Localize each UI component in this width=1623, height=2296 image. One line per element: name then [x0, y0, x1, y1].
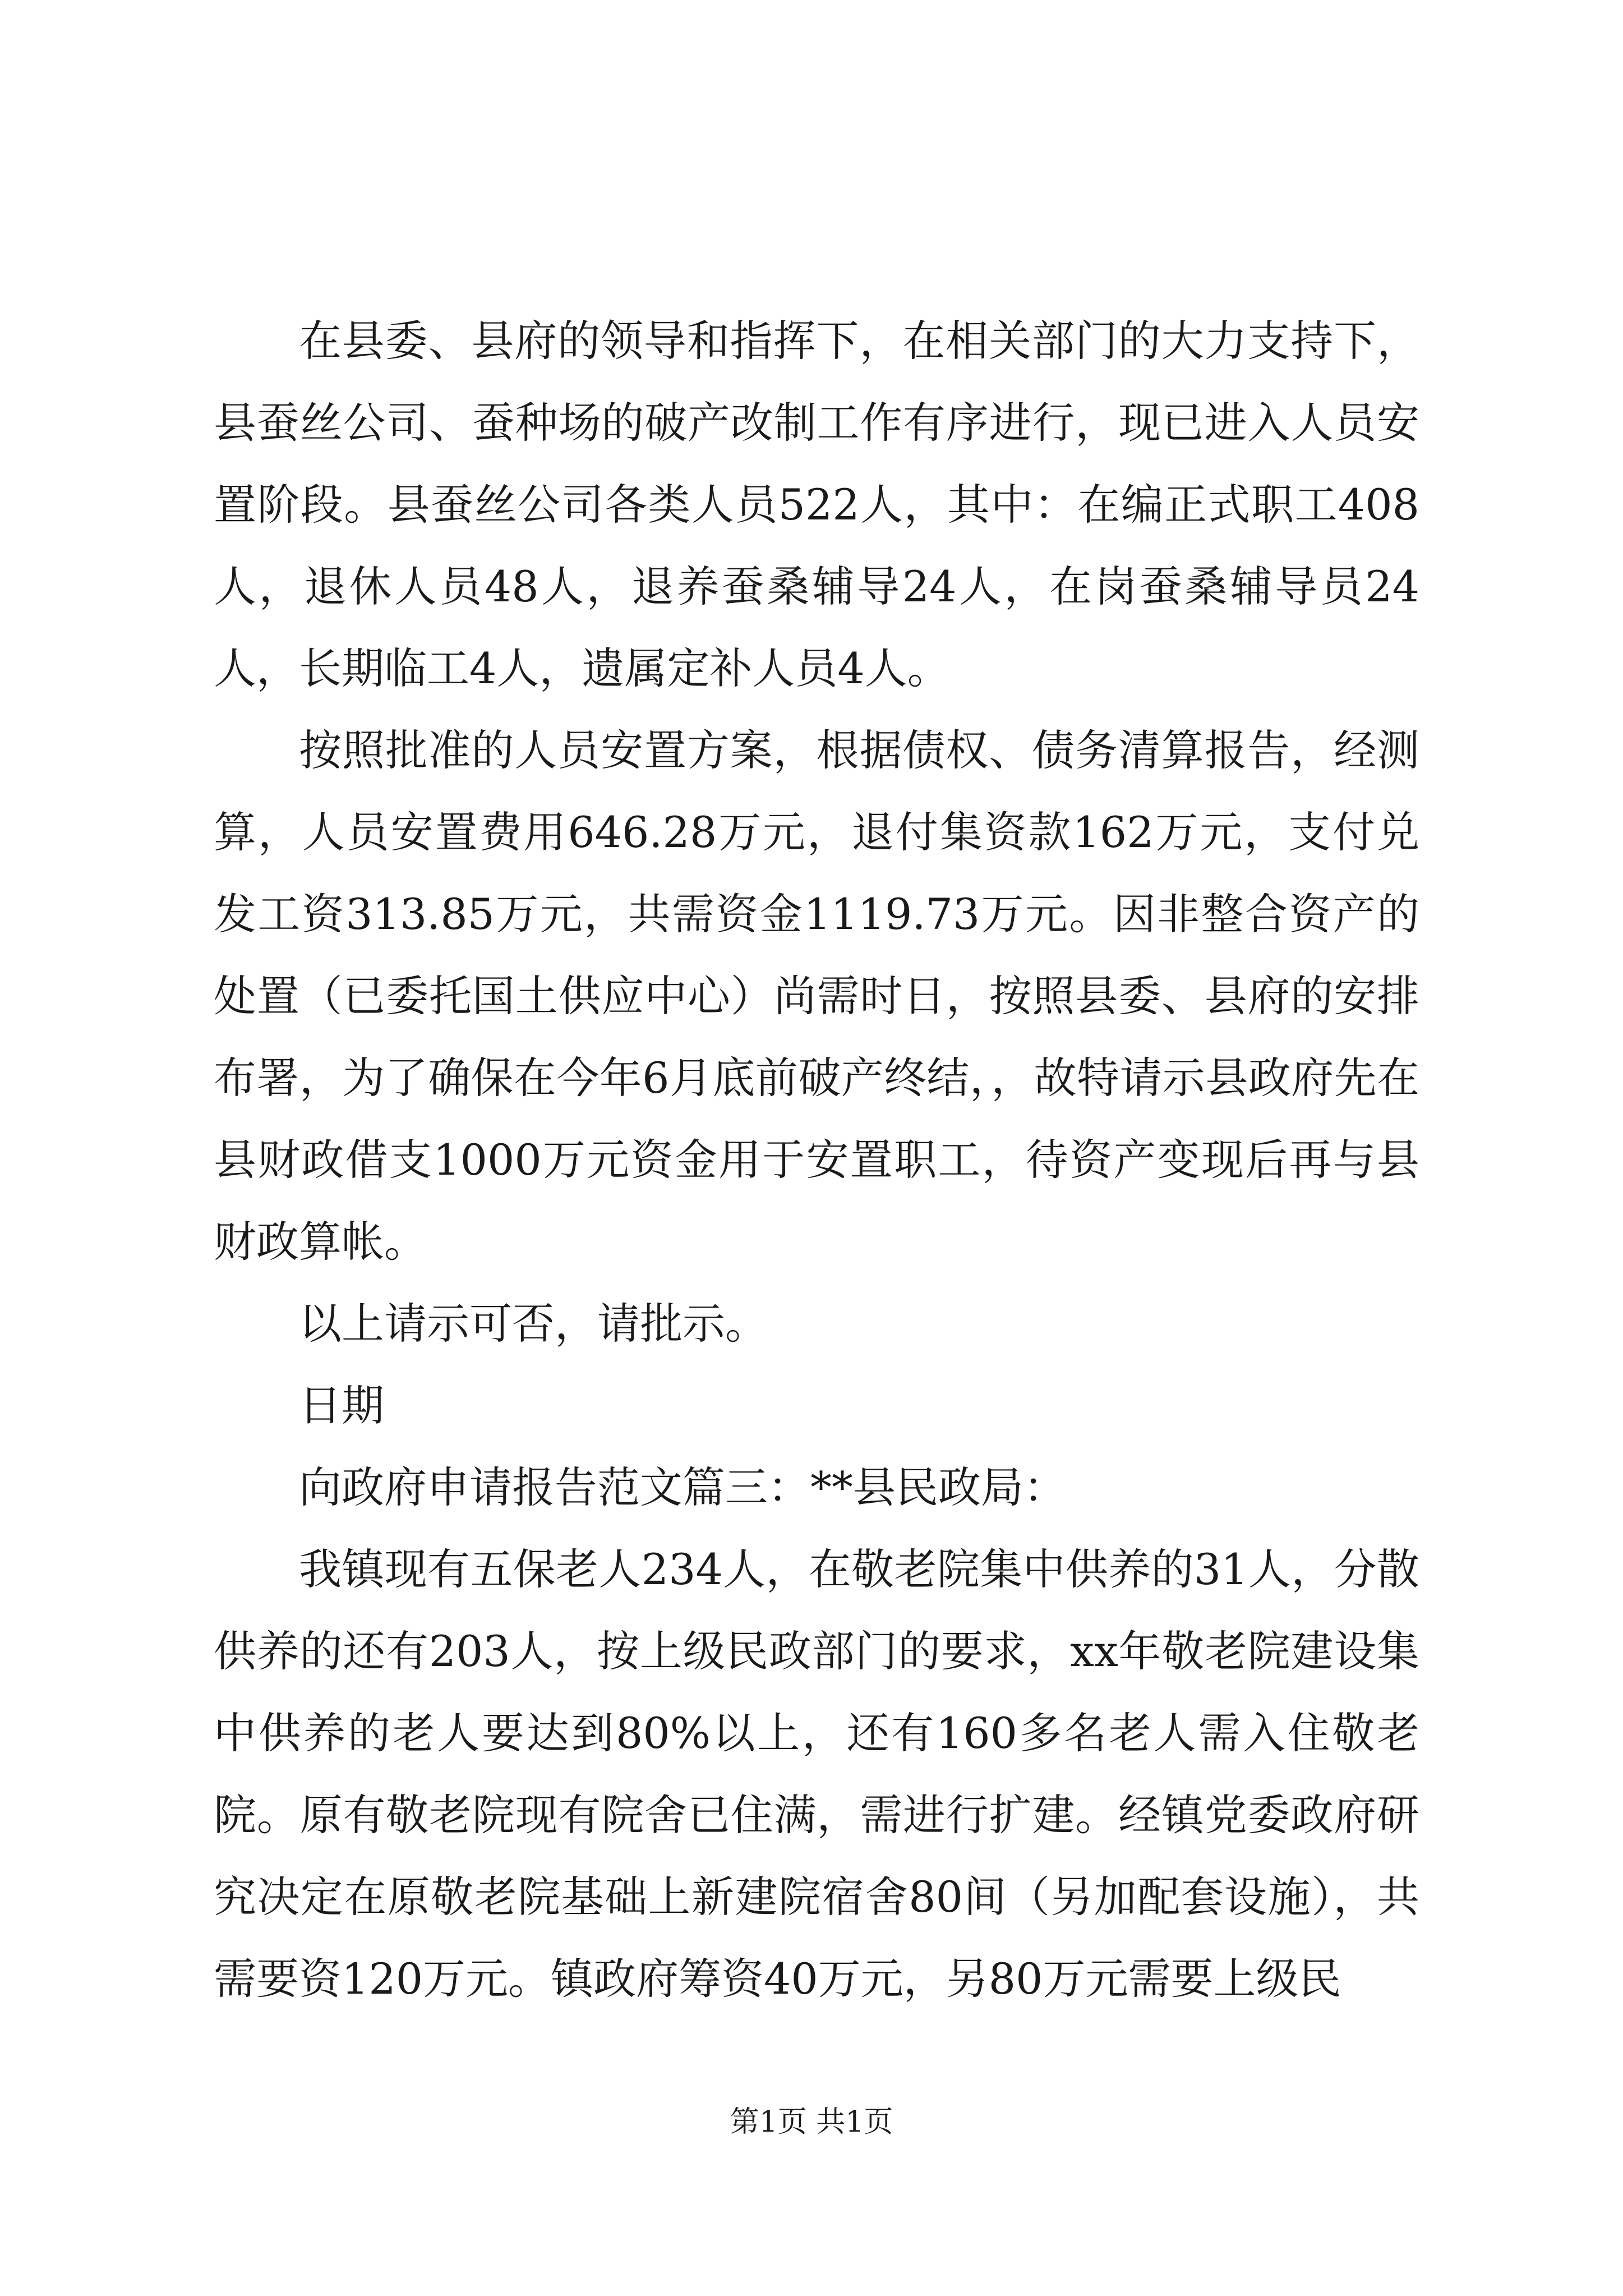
paragraph-approval-request: 以上请示可否，请批示。 [299, 1299, 768, 1349]
page-number: 第1页 共1页 [730, 2105, 893, 2139]
paragraph-personnel-status: 在县委、县府的领导和指挥下，在相关部门的大力支持下，县蚕丝公司、蚕种场的破产改制工作有序进行，现已进入人员安置阶段。县蚕丝公司各类人员522人，其中：在编正式职工408人，退休人员48人，退养蚕桑辅导24人，在岗蚕桑辅导员24人，长期临工4人，遗属定补人员4人。 [214, 316, 1419, 693]
paragraph-elderly-home: 我镇现有五保老人234人，在敬老院集中供养的31人，分散供养的还有203人，按上级民政部门的要求，xx年敬老院建设集中供养的老人要达到80%以上，还有160多名老人需入住敬老院。原有敬老院现有院舍已住满，需进行扩建。经镇党委政府研究决定在原敬老院基础上新建院宿舍80间（另加配套设施），共需要资120万元。镇政府筹资40万元，另80万元需要上级民 [214, 1544, 1419, 2004]
document-body [214, 300, 1419, 2020]
page-footer [0, 2102, 1623, 2142]
paragraph-section-heading: 向政府申请报告范文篇三：**县民政局： [299, 1462, 1066, 1512]
paragraph-date: 日期 [299, 1381, 384, 1430]
paragraph-funding-request: 按照批准的人员安置方案，根据债权、债务清算报告，经测算，人员安置费用646.28万元，退付集资款162万元，支付兑发工资313.85万元，共需资金1119.73万元。因非整合资产的处置（已委托国土供应中心）尚需时日，按照县委、县府的安排布署，为了确保在今年6月底前破产终结，，故特请示县政府先在县财政借支1000万元资金用于安置职工，待资产变现后再与县财政算帐。 [214, 725, 1419, 1267]
